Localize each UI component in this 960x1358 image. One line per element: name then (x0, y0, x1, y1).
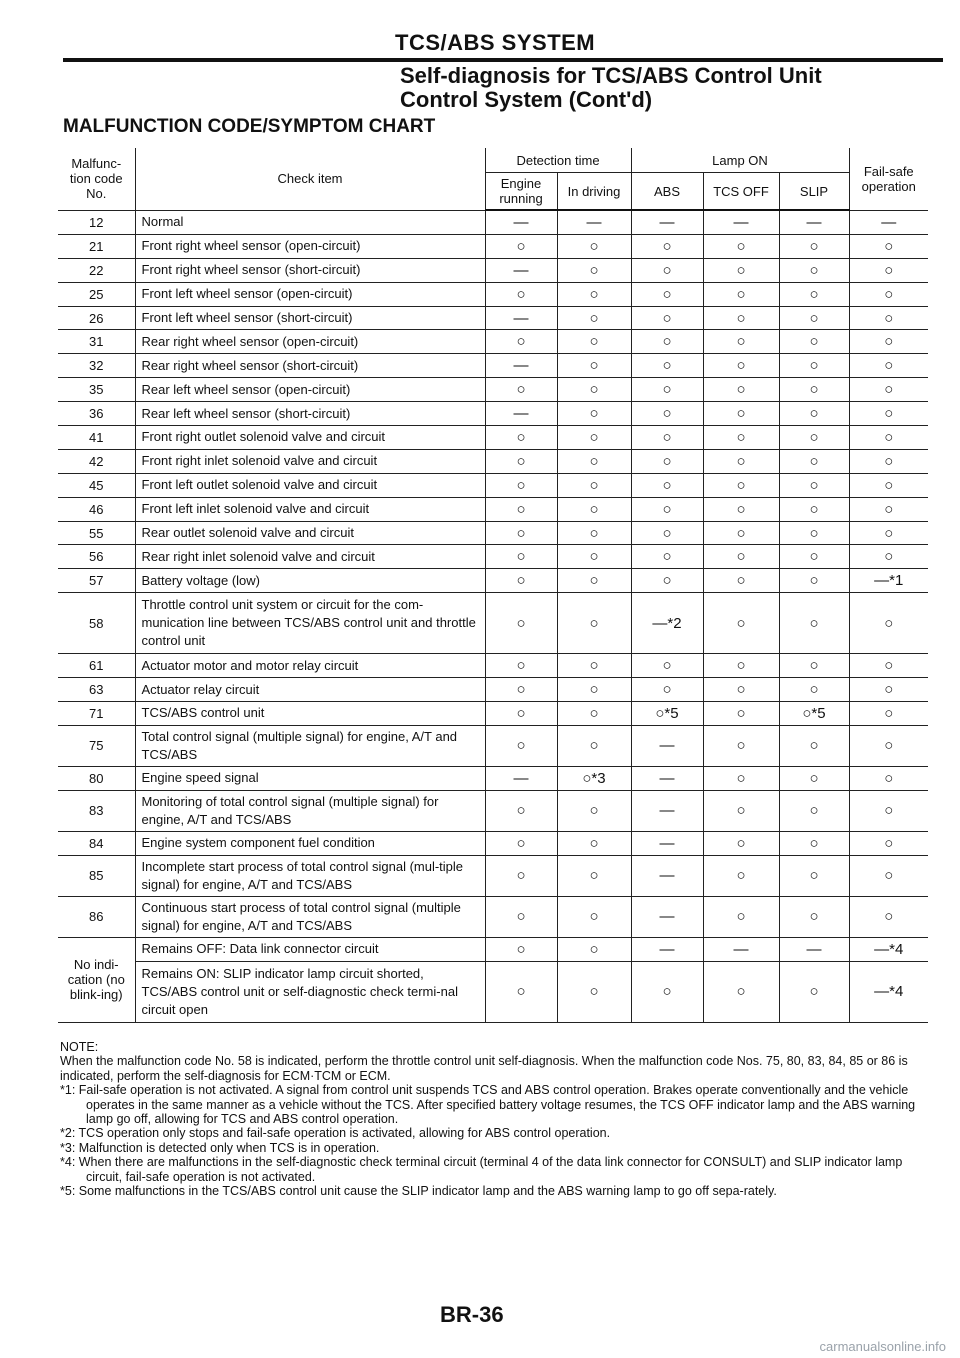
fail-safe-cell: ○ (849, 258, 928, 282)
fail-safe-cell: ○ (849, 896, 928, 937)
check-item: Remains ON: SLIP indicator lamp circuit shorted, TCS/ABS control unit or self-diagnostic check termi-nal circuit open (135, 961, 485, 1022)
driving-cell: ○ (557, 497, 631, 521)
note-intro: When the malfunction code No. 58 is indicated, perform the throttle control unit self-diagnosis. When the malfunction code Nos. 75, 80, 83, 84, 85 or 86 is indicated, perform the self-diagnosis for ECM·TCM or ECM. (60, 1054, 908, 1083)
malfunction-code: 46 (58, 497, 135, 521)
check-item: Front left inlet solenoid valve and circuit (135, 497, 485, 521)
fail-safe-cell: ○ (849, 654, 928, 678)
check-item: Rear left wheel sensor (open-circuit) (135, 378, 485, 402)
table-row (58, 473, 928, 497)
engine-cell: ○ (485, 702, 557, 726)
check-item: Rear left wheel sensor (short-circuit) (135, 402, 485, 426)
malfunction-code: 41 (58, 426, 135, 450)
tcs-off-cell: ○ (703, 569, 779, 593)
driving-cell: ○ (557, 702, 631, 726)
slip-cell: ○ (779, 790, 849, 831)
slip-cell: ○ (779, 521, 849, 545)
check-item: Rear right inlet solenoid valve and circuit (135, 545, 485, 569)
abs-cell: ○ (631, 402, 703, 426)
table-row (58, 961, 928, 1022)
driving-cell: ○ (557, 521, 631, 545)
engine-cell: ○ (485, 449, 557, 473)
check-item: Continuous start process of total control signal (multiple signal) for engine, A/T and TCS/ABS (135, 896, 485, 937)
abs-cell: — (631, 725, 703, 766)
malfunction-code: 35 (58, 378, 135, 402)
tcs-off-cell: — (703, 937, 779, 961)
tcs-off-cell: ○ (703, 306, 779, 330)
slip-cell: ○ (779, 593, 849, 654)
driving-cell: ○ (557, 426, 631, 450)
fail-safe-cell: —*1 (849, 569, 928, 593)
table-row (58, 521, 928, 545)
tcs-off-cell: ○ (703, 725, 779, 766)
table-row (58, 402, 928, 426)
check-item: Remains OFF: Data link connector circuit (135, 937, 485, 961)
tcs-off-cell: ○ (703, 790, 779, 831)
fail-safe-cell: ○ (849, 426, 928, 450)
tcs-off-cell: ○ (703, 354, 779, 378)
table-row (58, 306, 928, 330)
fail-safe-cell: — (849, 210, 928, 234)
table-row (58, 725, 928, 766)
malfunction-code: 80 (58, 766, 135, 790)
table-row (58, 330, 928, 354)
fail-safe-cell: ○ (849, 473, 928, 497)
table-row (58, 702, 928, 726)
fail-safe-cell: ○ (849, 234, 928, 258)
table-row (58, 378, 928, 402)
slip-cell: — (779, 210, 849, 234)
driving-cell: ○ (557, 725, 631, 766)
table-body (58, 210, 928, 1022)
abs-cell: ○ (631, 330, 703, 354)
malfunction-code: 12 (58, 210, 135, 234)
engine-cell: ○ (485, 855, 557, 896)
slip-cell: ○ (779, 855, 849, 896)
engine-cell: ○ (485, 497, 557, 521)
check-item: Actuator relay circuit (135, 678, 485, 702)
table-row (58, 896, 928, 937)
check-item: Front right outlet solenoid valve and circuit (135, 426, 485, 450)
engine-cell: ○ (485, 234, 557, 258)
tcs-off-cell: ○ (703, 896, 779, 937)
note-label: NOTE: (60, 1040, 99, 1054)
slip-cell: ○ (779, 569, 849, 593)
fail-safe-cell: ○ (849, 378, 928, 402)
abs-cell: ○ (631, 545, 703, 569)
slip-cell: ○ (779, 896, 849, 937)
slip-cell: ○ (779, 766, 849, 790)
header-abs: ABS (631, 173, 703, 211)
malfunction-code: No indi-cation (no blink-ing) (58, 937, 135, 1022)
table-row (58, 831, 928, 855)
engine-cell: ○ (485, 678, 557, 702)
engine-cell: ○ (485, 831, 557, 855)
table-row (58, 593, 928, 654)
engine-cell: — (485, 258, 557, 282)
engine-cell: ○ (485, 593, 557, 654)
fail-safe-cell: ○ (849, 725, 928, 766)
abs-cell: ○*5 (631, 702, 703, 726)
footnote-4: *4: When there are malfunctions in the self-diagnostic check terminal circuit (terminal 4 of the data link connector for CONSULT) and SLIP indicator lamp circuit, fail-safe operation is not activated. (60, 1155, 903, 1184)
slip-cell: ○ (779, 545, 849, 569)
header-detection-time: Detection time (485, 148, 631, 173)
table-row (58, 766, 928, 790)
slip-cell: ○ (779, 831, 849, 855)
fail-safe-cell: ○ (849, 521, 928, 545)
tcs-off-cell: ○ (703, 855, 779, 896)
driving-cell: ○ (557, 306, 631, 330)
driving-cell: ○ (557, 258, 631, 282)
slip-cell: — (779, 937, 849, 961)
abs-cell: ○ (631, 678, 703, 702)
abs-cell: — (631, 937, 703, 961)
malfunction-code: 21 (58, 234, 135, 258)
fail-safe-cell: ○ (849, 790, 928, 831)
abs-cell: ○ (631, 497, 703, 521)
malfunction-code: 58 (58, 593, 135, 654)
engine-cell: ○ (485, 790, 557, 831)
abs-cell: ○ (631, 258, 703, 282)
slip-cell: ○ (779, 282, 849, 306)
table-row (58, 678, 928, 702)
abs-cell: — (631, 790, 703, 831)
malfunction-code: 45 (58, 473, 135, 497)
fail-safe-cell: ○ (849, 702, 928, 726)
driving-cell: ○ (557, 378, 631, 402)
fail-safe-cell: ○ (849, 545, 928, 569)
driving-cell: ○ (557, 449, 631, 473)
malfunction-table (58, 148, 928, 1023)
header-rule (63, 58, 943, 62)
malfunction-code: 42 (58, 449, 135, 473)
header-fail-safe: Fail-safe operation (849, 148, 928, 210)
slip-cell: ○ (779, 234, 849, 258)
slip-cell: ○ (779, 306, 849, 330)
engine-cell: ○ (485, 426, 557, 450)
driving-cell: ○ (557, 593, 631, 654)
check-item: Engine speed signal (135, 766, 485, 790)
engine-cell: — (485, 210, 557, 234)
table-row (58, 569, 928, 593)
driving-cell: ○ (557, 678, 631, 702)
check-item: Incomplete start process of total control signal (mul-tiple signal) for engine, A/T and TCS/ABS (135, 855, 485, 896)
table-row (58, 354, 928, 378)
malfunction-code: 31 (58, 330, 135, 354)
engine-cell: ○ (485, 330, 557, 354)
check-item: Front left outlet solenoid valve and circuit (135, 473, 485, 497)
engine-cell: ○ (485, 961, 557, 1022)
abs-cell: ○ (631, 961, 703, 1022)
fail-safe-cell: ○ (849, 354, 928, 378)
tcs-off-cell: ○ (703, 234, 779, 258)
table-row (58, 497, 928, 521)
malfunction-code: 85 (58, 855, 135, 896)
malfunction-code: 63 (58, 678, 135, 702)
engine-cell: ○ (485, 654, 557, 678)
notes (60, 1040, 930, 1198)
subtitle-line-2: Control System (Cont'd) (400, 87, 653, 112)
tcs-off-cell: ○ (703, 593, 779, 654)
tcs-off-cell: ○ (703, 378, 779, 402)
abs-cell: —*2 (631, 593, 703, 654)
slip-cell: ○*5 (779, 702, 849, 726)
tcs-off-cell: ○ (703, 497, 779, 521)
check-item: Engine system component fuel condition (135, 831, 485, 855)
fail-safe-cell: ○ (849, 593, 928, 654)
check-item: Rear outlet solenoid valve and circuit (135, 521, 485, 545)
slip-cell: ○ (779, 449, 849, 473)
malfunction-code: 61 (58, 654, 135, 678)
fail-safe-cell: ○ (849, 497, 928, 521)
driving-cell: — (557, 210, 631, 234)
tcs-off-cell: ○ (703, 330, 779, 354)
slip-cell: ○ (779, 402, 849, 426)
driving-cell: ○ (557, 354, 631, 378)
engine-cell: ○ (485, 896, 557, 937)
footnote-2: *2: TCS operation only stops and fail-safe operation is activated, allowing for ABS control operation. (60, 1126, 611, 1141)
slip-cell: ○ (779, 678, 849, 702)
check-item: Throttle control unit system or circuit for the com-munication line between TCS/ABS control unit and throttle control unit (135, 593, 485, 654)
driving-cell: ○ (557, 330, 631, 354)
tcs-off-cell: ○ (703, 258, 779, 282)
driving-cell: ○ (557, 473, 631, 497)
watermark: carmanualsonline.info (819, 1339, 946, 1354)
driving-cell: ○ (557, 855, 631, 896)
table-row (58, 234, 928, 258)
check-item: Normal (135, 210, 485, 234)
abs-cell: ○ (631, 306, 703, 330)
driving-cell: ○ (557, 961, 631, 1022)
fail-safe-cell: ○ (849, 678, 928, 702)
fail-safe-cell: ○ (849, 282, 928, 306)
table-row (58, 545, 928, 569)
tcs-off-cell: ○ (703, 449, 779, 473)
abs-cell: ○ (631, 569, 703, 593)
tcs-off-cell: ○ (703, 521, 779, 545)
check-item: Rear right wheel sensor (short-circuit) (135, 354, 485, 378)
abs-cell: — (631, 855, 703, 896)
fail-safe-cell: —*4 (849, 937, 928, 961)
abs-cell: ○ (631, 426, 703, 450)
engine-cell: — (485, 306, 557, 330)
tcs-off-cell: ○ (703, 282, 779, 306)
abs-cell: ○ (631, 282, 703, 306)
table-row (58, 282, 928, 306)
driving-cell: ○ (557, 896, 631, 937)
subtitle-line-1: Self-diagnosis for TCS/ABS Control Unit (400, 63, 822, 88)
malfunction-code: 71 (58, 702, 135, 726)
abs-cell: ○ (631, 654, 703, 678)
check-item: Front right inlet solenoid valve and circuit (135, 449, 485, 473)
slip-cell: ○ (779, 378, 849, 402)
page-subtitle (400, 64, 822, 112)
abs-cell: — (631, 831, 703, 855)
engine-cell: ○ (485, 521, 557, 545)
engine-cell: ○ (485, 282, 557, 306)
malfunction-code: 36 (58, 402, 135, 426)
table-row (58, 855, 928, 896)
slip-cell: ○ (779, 961, 849, 1022)
check-item: Front right wheel sensor (open-circuit) (135, 234, 485, 258)
tcs-off-cell: ○ (703, 702, 779, 726)
table-row (58, 790, 928, 831)
check-item: Actuator motor and motor relay circuit (135, 654, 485, 678)
table-row (58, 937, 928, 961)
malfunction-code: 86 (58, 896, 135, 937)
engine-cell: — (485, 766, 557, 790)
abs-cell: — (631, 766, 703, 790)
header-slip: SLIP (779, 173, 849, 211)
abs-cell: ○ (631, 449, 703, 473)
footnote-1: *1: Fail-safe operation is not activated. A signal from control unit suspends TCS and ABS control operation. Brakes operate conventionally and the vehicle operates in the same manner as a vehicle without the TCS. After specified battery voltage resumes, the TCS OFF indicator lamp and the ABS warning lamp go off, allowing for TCS and ABS control operation. (60, 1083, 916, 1127)
table-row (58, 210, 928, 234)
fail-safe-cell: ○ (849, 855, 928, 896)
tcs-off-cell: ○ (703, 678, 779, 702)
malfunction-code: 84 (58, 831, 135, 855)
tcs-off-cell: ○ (703, 402, 779, 426)
abs-cell: ○ (631, 234, 703, 258)
header-lamp-on: Lamp ON (631, 148, 849, 173)
driving-cell: ○ (557, 569, 631, 593)
header-tcs-off: TCS OFF (703, 173, 779, 211)
abs-cell: ○ (631, 473, 703, 497)
footnote-3: *3: Malfunction is detected only when TCS is in operation. (60, 1140, 380, 1155)
slip-cell: ○ (779, 258, 849, 282)
abs-cell: — (631, 210, 703, 234)
abs-cell: — (631, 896, 703, 937)
driving-cell: ○ (557, 234, 631, 258)
slip-cell: ○ (779, 725, 849, 766)
driving-cell: ○ (557, 402, 631, 426)
abs-cell: ○ (631, 378, 703, 402)
header-in-driving: In driving (557, 173, 631, 211)
engine-cell: ○ (485, 545, 557, 569)
malfunction-code: 83 (58, 790, 135, 831)
check-item: TCS/ABS control unit (135, 702, 485, 726)
fail-safe-cell: ○ (849, 449, 928, 473)
tcs-off-cell: ○ (703, 766, 779, 790)
table-row (58, 426, 928, 450)
engine-cell: ○ (485, 937, 557, 961)
tcs-off-cell: — (703, 210, 779, 234)
footnote-5: *5: Some malfunctions in the TCS/ABS control unit cause the SLIP indicator lamp and the ABS warning lamp to go off sepa-rately. (60, 1184, 777, 1199)
malfunction-code: 22 (58, 258, 135, 282)
engine-cell: — (485, 402, 557, 426)
tcs-off-cell: ○ (703, 831, 779, 855)
header-engine-running: Engine running (485, 173, 557, 211)
engine-cell: ○ (485, 725, 557, 766)
table-row (58, 654, 928, 678)
driving-cell: ○ (557, 937, 631, 961)
slip-cell: ○ (779, 330, 849, 354)
slip-cell: ○ (779, 354, 849, 378)
malfunction-code: 75 (58, 725, 135, 766)
driving-cell: ○ (557, 654, 631, 678)
check-item: Battery voltage (low) (135, 569, 485, 593)
malfunction-code: 32 (58, 354, 135, 378)
malfunction-code: 55 (58, 521, 135, 545)
fail-safe-cell: ○ (849, 306, 928, 330)
tcs-off-cell: ○ (703, 545, 779, 569)
fail-safe-cell: ○ (849, 766, 928, 790)
tcs-off-cell: ○ (703, 473, 779, 497)
malfunction-code: 26 (58, 306, 135, 330)
fail-safe-cell: —*4 (849, 961, 928, 1022)
abs-cell: ○ (631, 354, 703, 378)
driving-cell: ○ (557, 831, 631, 855)
page-number: BR-36 (440, 1302, 504, 1327)
table-row (58, 258, 928, 282)
engine-cell: — (485, 354, 557, 378)
engine-cell: ○ (485, 378, 557, 402)
engine-cell: ○ (485, 473, 557, 497)
driving-cell: ○ (557, 790, 631, 831)
tcs-off-cell: ○ (703, 654, 779, 678)
check-item: Front left wheel sensor (open-circuit) (135, 282, 485, 306)
section-heading: MALFUNCTION CODE/SYMPTOM CHART (63, 116, 436, 137)
fail-safe-cell: ○ (849, 330, 928, 354)
header-code: Malfunc-tion code No. (58, 148, 135, 210)
slip-cell: ○ (779, 426, 849, 450)
check-item: Front right wheel sensor (short-circuit) (135, 258, 485, 282)
driving-cell: ○ (557, 545, 631, 569)
system-title: TCS/ABS SYSTEM (395, 30, 596, 55)
driving-cell: ○ (557, 282, 631, 306)
tcs-off-cell: ○ (703, 426, 779, 450)
slip-cell: ○ (779, 497, 849, 521)
check-item: Rear right wheel sensor (open-circuit) (135, 330, 485, 354)
tcs-off-cell: ○ (703, 961, 779, 1022)
slip-cell: ○ (779, 654, 849, 678)
fail-safe-cell: ○ (849, 402, 928, 426)
abs-cell: ○ (631, 521, 703, 545)
driving-cell: ○*3 (557, 766, 631, 790)
header-check-item: Check item (135, 148, 485, 210)
table-row (58, 449, 928, 473)
malfunction-code: 25 (58, 282, 135, 306)
fail-safe-cell: ○ (849, 831, 928, 855)
malfunction-chart (58, 148, 928, 1023)
malfunction-code: 57 (58, 569, 135, 593)
check-item: Total control signal (multiple signal) for engine, A/T and TCS/ABS (135, 725, 485, 766)
slip-cell: ○ (779, 473, 849, 497)
malfunction-code: 56 (58, 545, 135, 569)
check-item: Monitoring of total control signal (multiple signal) for engine, A/T and TCS/ABS (135, 790, 485, 831)
engine-cell: ○ (485, 569, 557, 593)
check-item: Front left wheel sensor (short-circuit) (135, 306, 485, 330)
